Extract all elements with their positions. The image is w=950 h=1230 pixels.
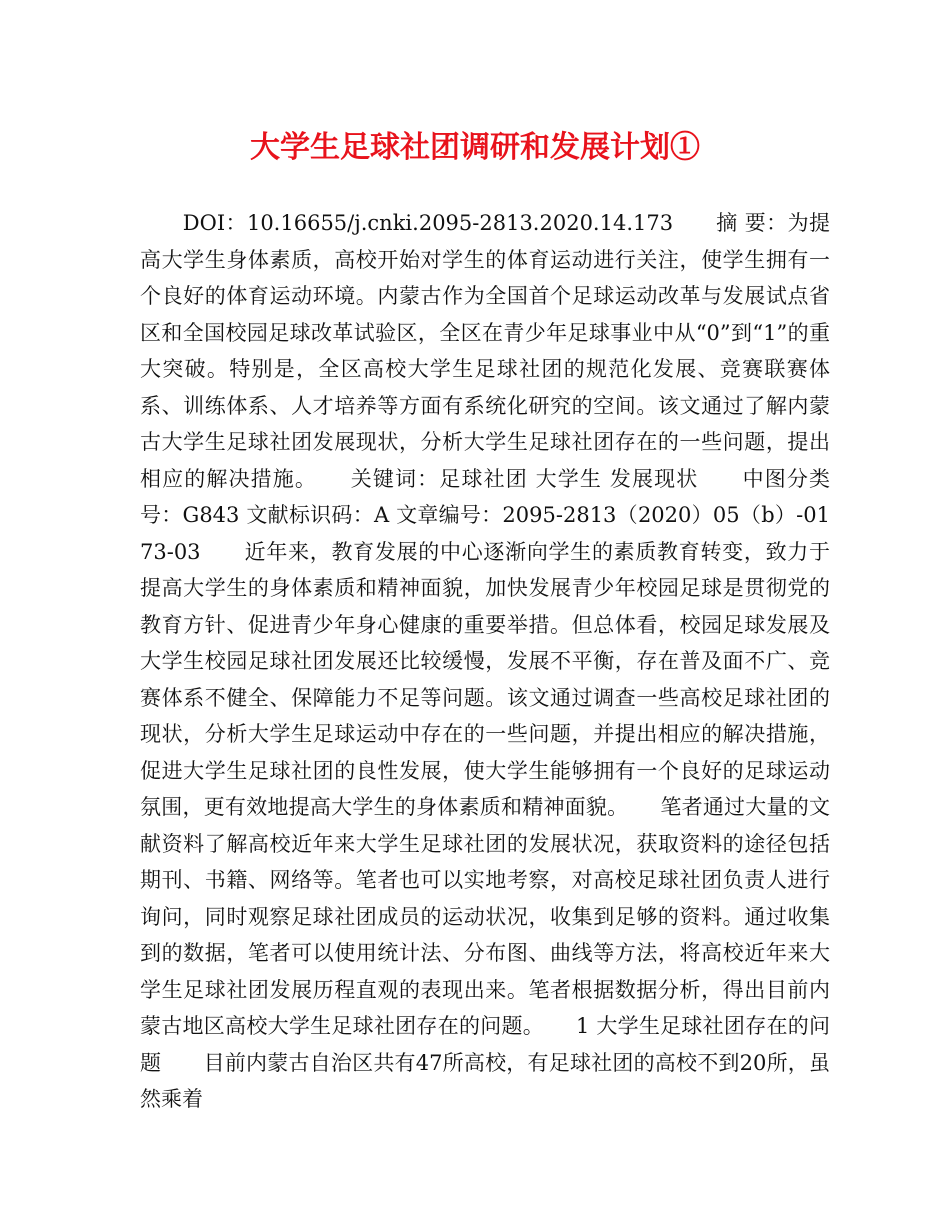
document-title: 大学生足球社团调研和发展计划① bbox=[250, 130, 700, 165]
document-body-text: DOI：10.16655/j.cnki.2095-2813.2020.14.173 摘 要：为提高大学生身体素质，高校开始对学生的体育运动进行关注，使学生拥有一个良好的体育运动环境。内蒙古作为全国首个足球运动改革与发展试点省区和全国校园足球改革试验区，全区在青少年足球事业中从“0”到“1”的重大突破。特别是，全区高校大学生足球社团的规范化发展、竞赛联赛体系、训练体系、人才培养等方面有系统化研究的空间。该文通过了解内蒙古大学生足球社团发展现状，分析大学生足球社团存在的一些问题，提出相应的解决措施。 关键词：足球社团 大学生 发展现状 中图分类号：G843 文献标识码：A 文章编号：2095-2813（2020）05（b）-0173-03 近年来，教育发展的中心逐渐向学生的素质教育转变，致力于提高大学生的身体素质和精神面貌，加快发展青少年校园足球是贯彻党的教育方针、促进青少年身心健康的重要举措。但总体看，校园足球发展及大学生校园足球社团发展还比较缓慢，发展不平衡，存在普及面不广、竞赛体系不健全、保障能力不足等问题。该文通过调查一些高校足球社团的现状，分析大学生足球运动中存在的一些问题，并提出相应的解决措施，促进大学生足球社团的良性发展，使大学生能够拥有一个良好的足球运动氛围，更有效地提高大学生的身体素质和精神面貌。 笔者通过大量的文献资料了解高校近年来大学生足球社团的发展状况，获取资料的途径包括期刊、书籍、网络等。笔者也可以实地考察，对高校足球社团负责人进行询问，同时观察足球社团成员的运动状况，收集到足够的资料。通过收集到的数据，笔者可以使用统计法、分布图、曲线等方法，将高校近年来大学生足球社团发展历程直观的表现出来。笔者根据数据分析，得出目前内蒙古地区高校大学生足球社团存在的问题。 1 大学生足球社团存在的问题 目前内蒙古自治区共有47所高校，有足球社团的高校不到20所，虽然乘着 bbox=[140, 211, 830, 1111]
